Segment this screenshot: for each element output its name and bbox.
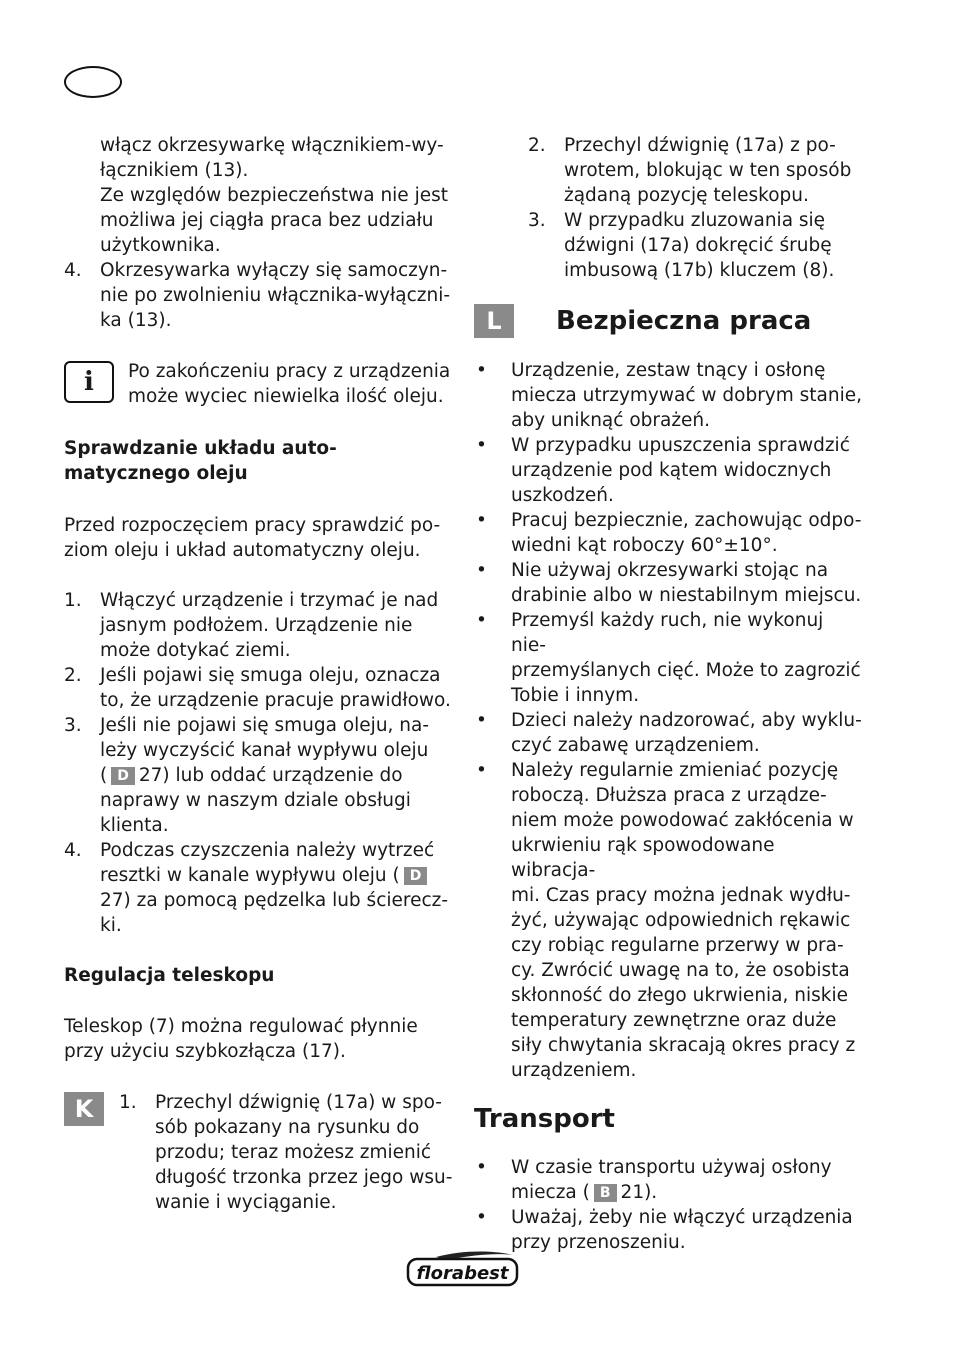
text-line: to, że urządzenie pracuje prawidłowo. — [100, 690, 451, 711]
figure-letter-k: K — [64, 1092, 104, 1126]
text-line: Tobie i innym. — [511, 685, 640, 706]
text-line: 27) za pomocą pędzelka lub ścierecz- — [100, 890, 449, 911]
bullet: • — [476, 1207, 487, 1228]
text-line: Dzieci należy nadzorować, aby wyklu- — [511, 710, 862, 731]
text-line — [511, 1180, 864, 1205]
list-number: 2. — [528, 135, 546, 156]
list-item — [474, 358, 864, 433]
florabest-logo — [406, 1251, 519, 1287]
list-number: 3. — [528, 210, 546, 231]
text-fragment: ( — [100, 765, 108, 786]
heading-line: Sprawdzanie układu auto- — [64, 438, 337, 459]
telescope-intro-paragraph — [64, 1014, 454, 1064]
bullet: • — [476, 710, 487, 731]
bullet: • — [476, 435, 487, 456]
section-heading-telescope: Regulacja teleskopu — [64, 965, 275, 986]
text-line: Urządzenie, zestaw tnący i osłonę — [511, 360, 826, 381]
oil-intro-paragraph — [64, 513, 454, 563]
text-line: drabinie albo w niestabilnym miejscu. — [511, 585, 862, 606]
text-line: cy. Zwrócić uwagę na to, że osobista — [511, 960, 850, 981]
text-line: Przechyl dźwignię (17a) w spo- — [155, 1092, 442, 1113]
language-indicator-oval — [64, 66, 122, 98]
text-line: Nie używaj okrzesywarki stojąc na — [511, 560, 829, 581]
text-line: nie po zwolnieniu włącznika-wyłączni- — [100, 285, 451, 306]
text-line: Przemyśl każdy ruch, nie wykonuj nie- — [511, 610, 824, 656]
list-item — [474, 558, 864, 608]
list-item — [474, 433, 864, 508]
text-line: skłonność do złego ukrwienia, niskie — [511, 985, 849, 1006]
text-line: wiedni kąt roboczy 60°±10°. — [511, 535, 778, 556]
list-number: 2. — [64, 665, 82, 686]
list-number: 4. — [64, 840, 82, 861]
text-line: W przypadku upuszczenia sprawdzić — [511, 435, 850, 456]
list-number: 3. — [64, 715, 82, 736]
text-line: przy użyciu szybkozłącza (17). — [64, 1041, 346, 1062]
list-item — [474, 608, 864, 708]
text-line: W czasie transportu używaj osłony — [511, 1157, 832, 1178]
list-item — [474, 708, 864, 758]
text-line: jasnym podłożem. Urządzenie nie — [100, 615, 413, 636]
text-line: sób pokazany na rysunku do — [155, 1117, 420, 1138]
info-icon: i — [64, 361, 114, 403]
text-line: miecza utrzymywać w dobrym stanie, — [511, 385, 863, 406]
text-line: roboczą. Dłuższa praca z urządze- — [511, 785, 827, 806]
bullet: • — [476, 360, 487, 381]
bullet: • — [476, 560, 487, 581]
text-line: użytkownika. — [100, 235, 221, 256]
text-line: ukrwieniu rąk spowodowane wibracja- — [511, 835, 775, 881]
text-line: urządzenie pod kątem widocznych — [511, 460, 832, 481]
list-item — [64, 663, 454, 713]
section-heading-oil-check — [64, 436, 454, 486]
text-line: naprawy w naszym dziale obsługi — [100, 790, 411, 811]
text-line: ki. — [100, 915, 122, 936]
text-line: Przed rozpoczęciem pracy sprawdzić po- — [64, 515, 441, 536]
bullet: • — [476, 1157, 487, 1178]
text-line: żyć, używając odpowiednich rękawic — [511, 910, 851, 931]
text-line: Należy regularnie zmieniać pozycję — [511, 760, 839, 781]
info-note — [64, 359, 454, 409]
text-line: ka (13). — [100, 310, 172, 331]
list-item — [64, 713, 454, 838]
text-line: wanie i wyciąganie. — [155, 1192, 337, 1213]
list-item — [64, 838, 454, 938]
text-line: włącz okrzesywarkę włącznikiem-wy- — [100, 135, 444, 156]
list-item — [119, 1090, 454, 1215]
text-line: Pracuj bezpiecznie, zachowując odpo- — [511, 510, 862, 531]
right-column — [474, 133, 864, 1255]
text-line: mi. Czas pracy można jednak wydłu- — [511, 885, 851, 906]
text-line: przy przenoszeniu. — [511, 1232, 686, 1253]
text-line: klienta. — [100, 815, 169, 836]
text-line: żądaną pozycję teleskopu. — [564, 185, 809, 206]
bullet: • — [476, 610, 487, 631]
list-item — [64, 588, 454, 663]
text-line: Włączyć urządzenie i trzymać je nad — [100, 590, 439, 611]
list-item — [474, 1205, 864, 1255]
text-line: dźwigni (17a) dokręcić śrubę — [564, 235, 832, 256]
text-line: Podczas czyszczenia należy wytrzeć — [100, 840, 435, 861]
figure-k-step — [64, 1090, 454, 1215]
text-line: imbusową (17b) kluczem (8). — [564, 260, 835, 281]
figure-ref-badge: D — [404, 867, 428, 885]
text-line: aby uniknąć obrażeń. — [511, 410, 711, 431]
text-line: długość trzonka przez jego wsu- — [155, 1167, 453, 1188]
text-line: niem może powodować zakłócenia w — [511, 810, 854, 831]
list-number: 1. — [64, 590, 82, 611]
text-line: możliwa jej ciągła praca bez udziału — [100, 210, 434, 231]
list-item — [474, 1155, 864, 1205]
bullet: • — [476, 760, 487, 781]
text-line: przodu; teraz możesz zmienić — [155, 1142, 432, 1163]
list-number: 1. — [119, 1092, 137, 1113]
continued-step-text — [64, 133, 454, 258]
text-line: uszkodzeń. — [511, 485, 614, 506]
text-line: może wyciec niewielka ilość oleju. — [128, 386, 444, 407]
text-line: temperatury zewnętrzne oraz duże — [511, 1010, 837, 1031]
text-line — [100, 863, 454, 888]
text-line: Okrzesywarka wyłączy się samoczyn- — [100, 260, 448, 281]
section-heading-safe-work: Bezpieczna praca — [556, 306, 812, 336]
safe-work-list — [474, 358, 864, 1083]
text-fragment: 27) lub oddać urządzenie do — [138, 765, 403, 786]
text-line: siły chwytania skracają okres pracy z — [511, 1035, 856, 1056]
text-line: ziom oleju i układ automatyczny oleju. — [64, 540, 421, 561]
heading-line: matycznego oleju — [64, 463, 248, 484]
list-number: 4. — [64, 260, 82, 281]
text-line: czy robiąc regularne przerwy w pra- — [511, 935, 844, 956]
text-line: W przypadku zluzowania się — [564, 210, 826, 231]
text-line: Teleskop (7) można regulować płynnie — [64, 1016, 418, 1037]
figure-ref-badge: B — [594, 1184, 617, 1202]
list-item — [474, 758, 864, 1083]
text-line: wrotem, blokując w ten sposób — [564, 160, 852, 181]
text-line: Ze względów bezpieczeństwa nie jest — [100, 185, 448, 206]
text-line — [100, 763, 454, 788]
text-line: Jeśli pojawi się smuga oleju, oznacza — [100, 665, 441, 686]
list-item — [64, 258, 454, 333]
text-fragment: 21). — [620, 1182, 658, 1203]
bullet: • — [476, 510, 487, 531]
text-line: urządzeniem. — [511, 1060, 637, 1081]
section-heading-transport: Transport — [474, 1104, 615, 1134]
text-line: leży wyczyścić kanał wypływu oleju — [100, 740, 429, 761]
list-item — [474, 508, 864, 558]
transport-list — [474, 1155, 864, 1255]
safe-work-heading-row — [474, 304, 864, 338]
logo-text: florabest — [416, 1263, 509, 1284]
text-fragment: resztki w kanale wypływu oleju ( — [100, 865, 400, 886]
figure-letter-l: L — [474, 304, 514, 338]
text-fragment: miecza ( — [511, 1182, 590, 1203]
text-line: przemyślanych cięć. Może to zagrozić — [511, 660, 861, 681]
list-item — [528, 208, 864, 283]
text-line: Jeśli nie pojawi się smuga oleju, na- — [100, 715, 430, 736]
left-column — [64, 133, 454, 1215]
text-line: czyć zabawę urządzeniem. — [511, 735, 760, 756]
list-item — [528, 133, 864, 208]
text-line: Po zakończeniu pracy z urządzenia — [128, 361, 451, 382]
text-line: łącznikiem (13). — [100, 160, 249, 181]
text-line: może dotykać ziemi. — [100, 640, 291, 661]
text-line: Przechyl dźwignię (17a) z po- — [564, 135, 836, 156]
text-line: Uważaj, żeby nie włączyć urządzenia — [511, 1207, 853, 1228]
figure-ref-badge: D — [111, 767, 135, 785]
